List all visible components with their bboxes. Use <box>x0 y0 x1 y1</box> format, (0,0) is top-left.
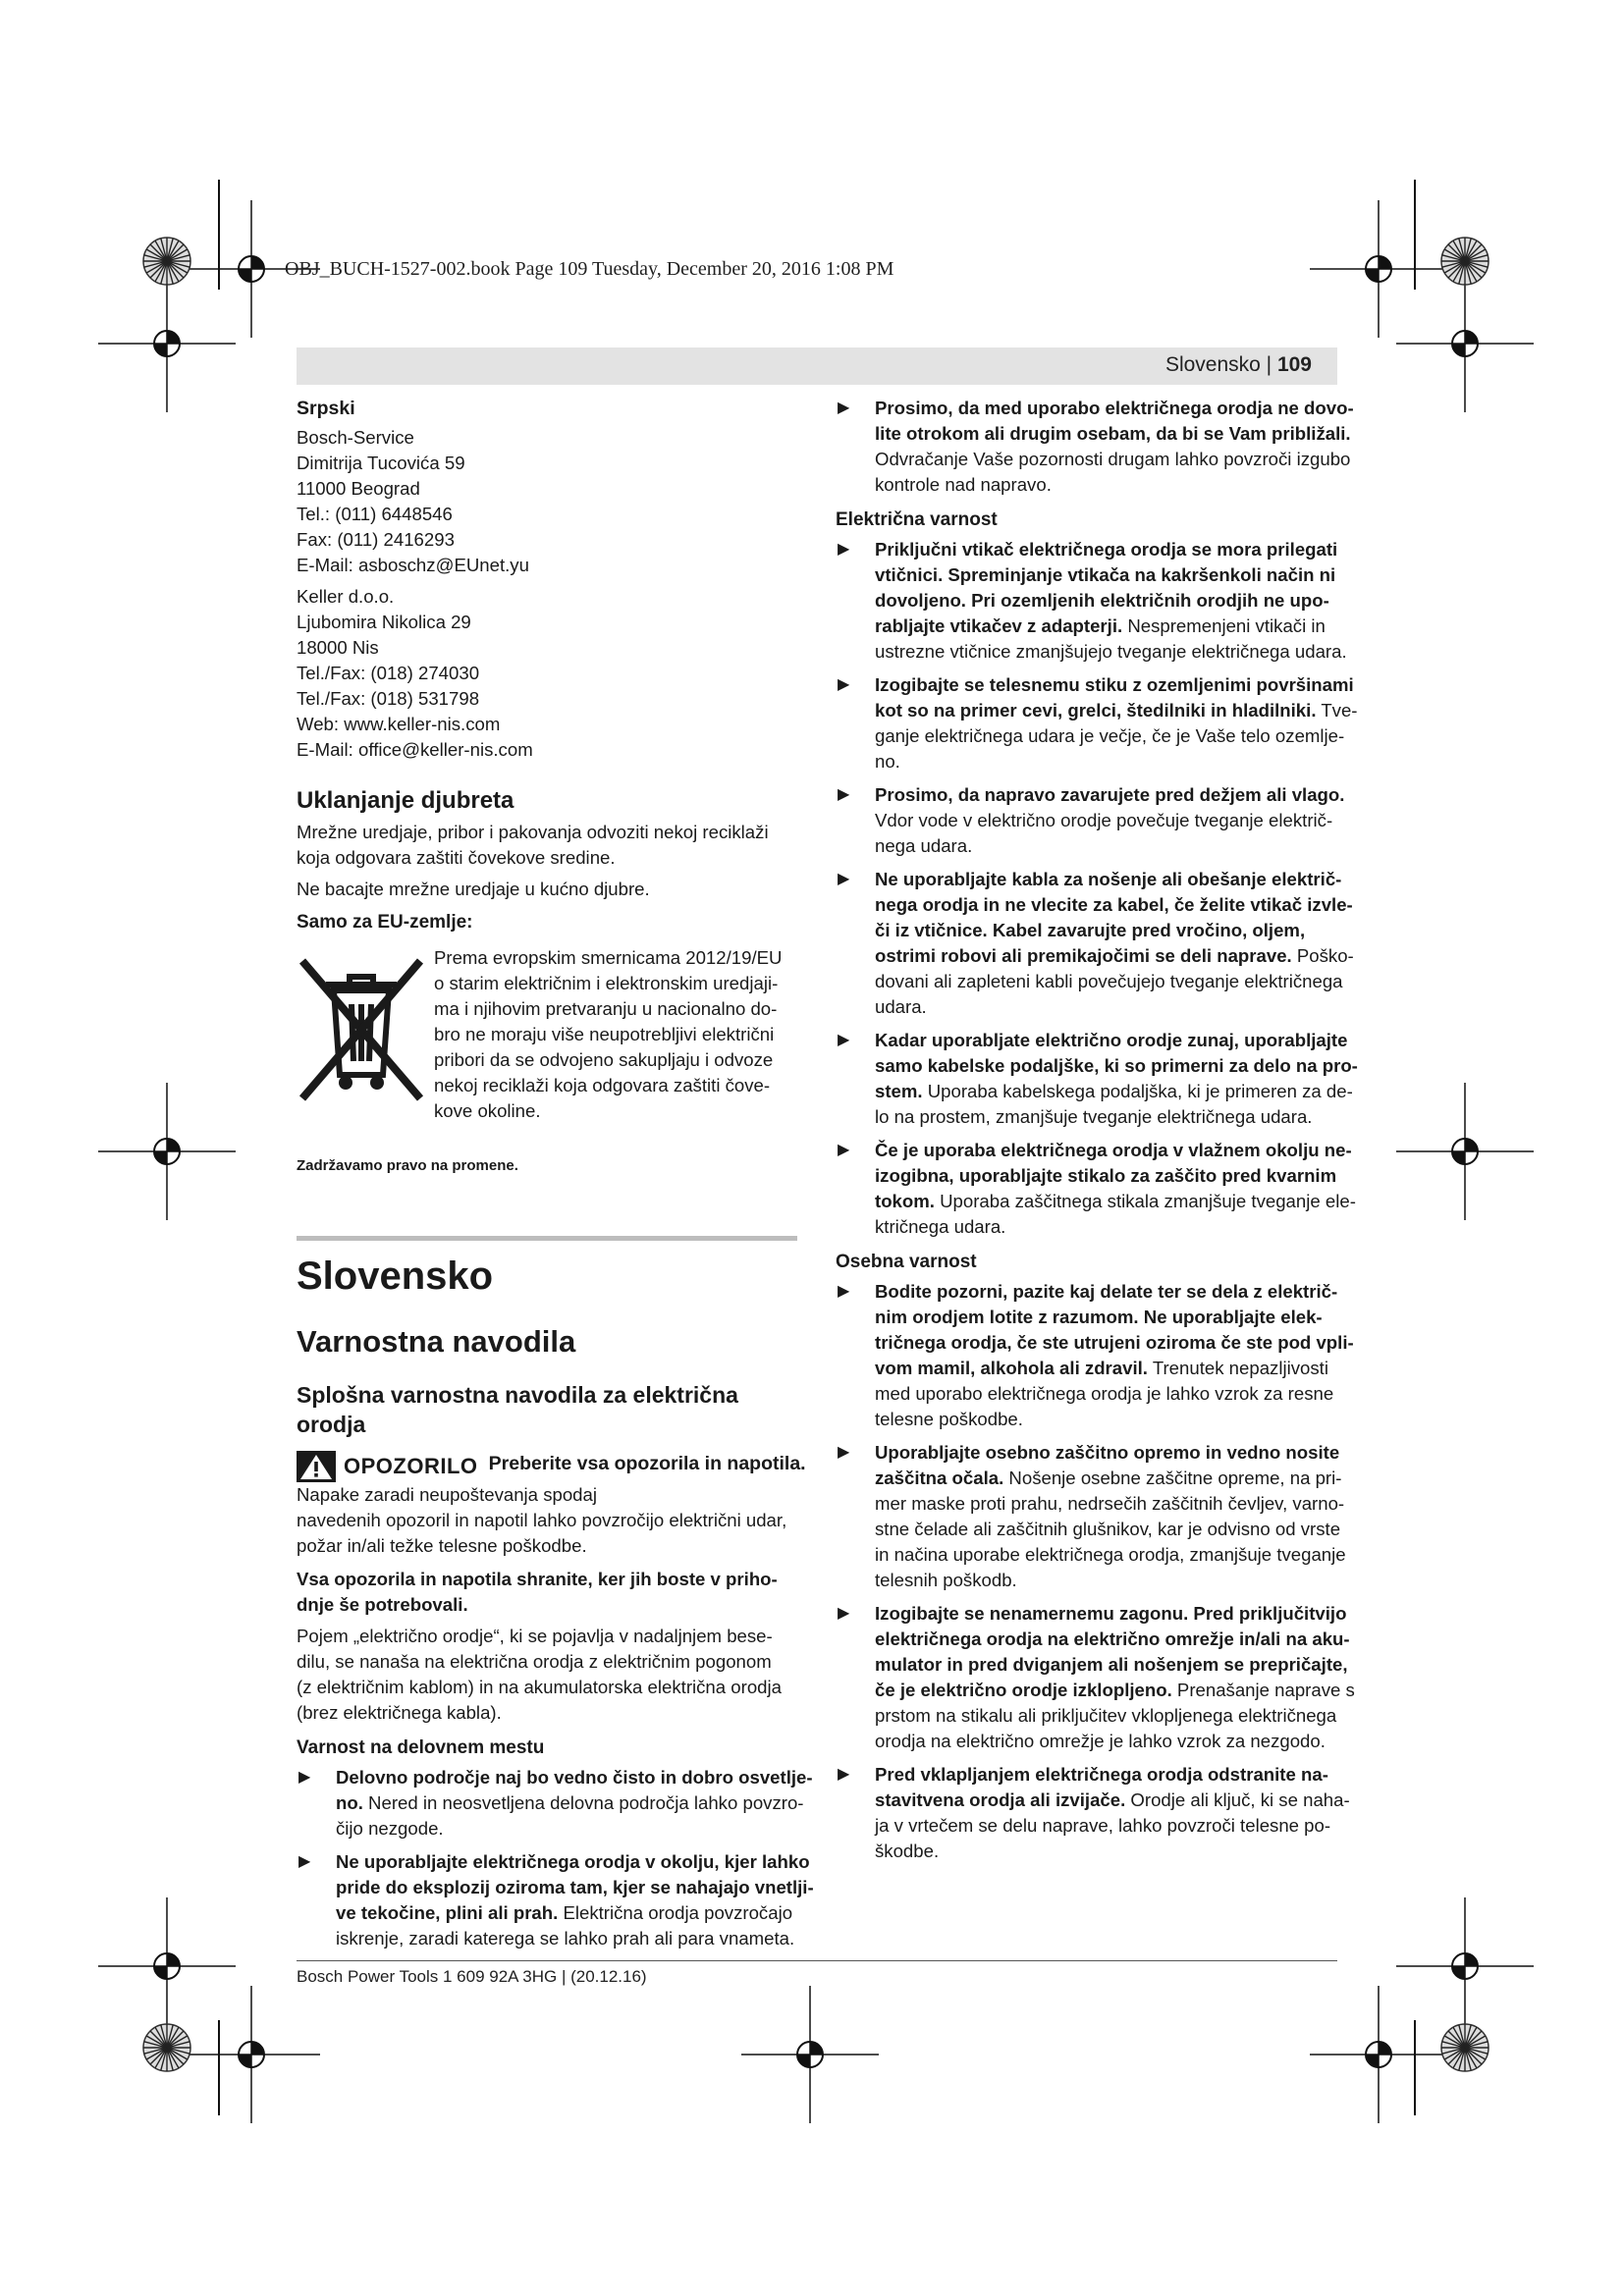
weee-line: pribori da se odvojeno sakupljaju i odvoze <box>434 1049 774 1070</box>
bullet-text: Poško- <box>1291 945 1354 966</box>
bullet-rcd <box>836 1138 1356 1240</box>
bullet-protective-equipment <box>836 1440 1346 1593</box>
printer-info-line: OBJ_BUCH-1527-002.book Page 109 Tuesday, December 20, 2016 1:08 PM <box>285 258 894 280</box>
definition-line: dilu, se nanaša na električna orodja z električnim pogonom <box>297 1651 772 1672</box>
bullet-text: škodbe. <box>875 1841 940 1861</box>
bullet-text: Uporaba kabelskega podaljška, ki je primeren za de- <box>922 1081 1353 1101</box>
crop-line <box>218 2020 220 2115</box>
bullet-text: kontrole nad napravo. <box>875 474 1052 495</box>
bosch-service-line: Bosch-Service <box>297 427 414 448</box>
bullet-text: tokom. <box>875 1191 935 1211</box>
bullet-text: Uporabljajte osebno zaščitno opremo in vedno nosite <box>875 1442 1340 1463</box>
bullet-extension-cord <box>836 1028 1358 1130</box>
crossed-out-bin-icon <box>297 949 426 1106</box>
bullet-text: rabljajte vtikačev z adapterji. <box>875 615 1123 636</box>
warning-word: OPOZORILO <box>344 1454 478 1478</box>
bullet-text: Izogibajte se telesnemu stiku z ozemljenimi površinami <box>875 674 1354 695</box>
bullet-keep-children-away <box>836 396 1354 498</box>
keep-instructions-note <box>297 1567 797 1618</box>
weee-text <box>434 945 797 1124</box>
bullet-text: Tve- <box>1316 700 1358 721</box>
slovensko-heading: Slovensko <box>297 1255 494 1298</box>
workplace-bullet-clean <box>297 1765 813 1842</box>
bullet-text: samo kabelske podaljške, ki so primerni za delo na pro- <box>875 1055 1358 1076</box>
warning-line: Napake zaradi neupoštevanja spodaj <box>297 1484 597 1505</box>
weee-line: kove okoline. <box>434 1100 541 1121</box>
bullet-text: stne čelade ali zaščitnih glušnikov, kar je odvisno od vrste <box>875 1519 1341 1539</box>
weee-line: bro ne moraju više neupotrebljivi električni <box>434 1024 775 1044</box>
bullet-text: in načina uporabe električnega orodja, zmanjšuje tveganje <box>875 1544 1346 1565</box>
bullet-text: Pred vklapljanjem električnega orodja odstranite na- <box>875 1764 1328 1785</box>
bullet-arrow-icon: ▶ <box>838 676 850 693</box>
bosch-service-address <box>297 425 797 578</box>
bullet-text: Uporaba zaščitnega stikala zmanjšuje tveganje ele- <box>934 1191 1356 1211</box>
weee-line: o starim električnim i elektronskim uredjaji- <box>434 973 779 993</box>
bullet-text: nim orodjem lotite z razumom. Ne uporabljajte elek- <box>875 1307 1323 1327</box>
bullet-text: no. <box>336 1792 363 1813</box>
workplace-safety-heading: Varnost na delovnem mestu <box>297 1737 545 1758</box>
bullet-text: mulator in pred dviganjem ali nošenjem se prepričajte, <box>875 1654 1348 1675</box>
keller-line: Web: www.keller-nis.com <box>297 714 501 734</box>
bullet-text: iskrenje, zaradi katerega se lahko prah ali para vnameta. <box>336 1928 795 1949</box>
warning-badge <box>297 1451 478 1482</box>
bullet-text: telesne poškodbe. <box>875 1409 1023 1429</box>
crop-line <box>1414 180 1416 290</box>
bullet-text: ja v vrtečem se delu naprave, lahko povzroči telesne po- <box>875 1815 1331 1836</box>
warning-triangle-icon <box>297 1451 336 1482</box>
right-column <box>836 396 1358 1872</box>
keller-line: E-Mail: office@keller-nis.com <box>297 739 533 760</box>
bullet-arrow-icon: ▶ <box>838 1283 850 1300</box>
bullet-text: lite otrokom ali drugim osebam, da bi se Vam približali. <box>875 423 1351 444</box>
bullet-text: Bodite pozorni, pazite kaj delate ter se dela z električ- <box>875 1281 1338 1302</box>
bullet-text: tričnega orodja, če ste utrujeni oziroma če ste pod vpli- <box>875 1332 1354 1353</box>
warning-line: navedenih opozoril in napotil lahko povzročijo električni udar, <box>297 1510 787 1530</box>
bullet-text: no. <box>875 751 900 772</box>
bullet-text: izogibna, uporabljajte stikalo za zaščito pred kvarnim <box>875 1165 1337 1186</box>
bullet-text: nega udara. <box>875 835 973 856</box>
bullet-text: vtičnici. Spreminjanje vtikača na kakršenkoli način ni <box>875 564 1336 585</box>
weee-line: ma i njihovim pretvaranju u nacionalno do- <box>434 998 778 1019</box>
warning-line: požar in/ali težke telesne poškodbe. <box>297 1535 587 1556</box>
bullet-text: dovani ali zapleteni kabli povečujejo tveganje električnega <box>875 971 1343 991</box>
bullet-text: Prenašanje naprave s <box>1171 1680 1355 1700</box>
bullet-text: pride do eksplozij oziroma tam, kjer se nahajajo vnetlji- <box>336 1877 814 1897</box>
page-footer: Bosch Power Tools 1 609 92A 3HG | (20.12.16) <box>297 1967 647 1986</box>
weee-line: nekoj reciklaži koja odgovara zaštiti čove- <box>434 1075 771 1095</box>
bullet-text: mer maske proti prahu, nedrsečih zaščitnih čevljev, varno- <box>875 1493 1345 1514</box>
page-header <box>1165 353 1312 377</box>
footer-rule <box>297 1960 1337 1961</box>
bullet-text: Trenutek nepazljivosti <box>1147 1358 1328 1378</box>
keller-line: Ljubomira Nikolica 29 <box>297 612 471 632</box>
bullet-text: Električna orodja povzročajo <box>558 1902 793 1923</box>
bullet-text: Odvračanje Vaše pozornosti drugam lahko povzroči izgubo <box>875 449 1351 469</box>
weee-line: Prema evropskim smernicama 2012/19/EU <box>434 947 783 968</box>
bullet-arrow-icon: ▶ <box>298 1853 311 1870</box>
bullet-text: lo na prostem, zmanjšuje tveganje električnega udara. <box>875 1106 1313 1127</box>
bullet-text: nega orodja in ne vlecite za kabel, če želite vtikač izvle- <box>875 894 1353 915</box>
bullet-text: vom mamil, alkohola ali zdravil. <box>875 1358 1148 1378</box>
bullet-text: ganje električnega udara je večje, če je Vaše telo ozemlje- <box>875 725 1345 746</box>
definition-line: (z električnim kablom) in na akumulatorska električna orodja <box>297 1677 782 1697</box>
bullet-adjusting-tools <box>836 1762 1350 1864</box>
bullet-text: Vdor vode v električno orodje povečuje tveganje električ- <box>875 810 1333 830</box>
bullet-arrow-icon: ▶ <box>838 1605 850 1622</box>
bullet-text: Če je uporaba električnega orodja v vlažnem okolju ne- <box>875 1140 1352 1160</box>
crop-line <box>218 180 220 290</box>
weee-block <box>297 945 797 1132</box>
bullet-arrow-icon: ▶ <box>838 871 850 887</box>
bullet-arrow-icon: ▶ <box>838 1766 850 1783</box>
bullet-grounded-surfaces <box>836 672 1358 774</box>
registration-crosshair-icon <box>1310 1986 1447 2123</box>
bullet-stay-alert <box>836 1279 1354 1432</box>
bullet-text: ktričnega udara. <box>875 1216 1006 1237</box>
page-header-bar <box>297 347 1337 385</box>
bullet-arrow-icon: ▶ <box>838 1444 850 1461</box>
warning-first-line: Preberite vsa opozorila in napotila. <box>488 1453 806 1474</box>
reservation-note: Zadržavamo pravo na promene. <box>297 1157 518 1174</box>
header-language: Slovensko <box>1164 353 1261 376</box>
definition-line: (brez električnega kabla). <box>297 1702 502 1723</box>
bullet-text: Nošenje osebne zaščitne opreme, na pri- <box>1003 1468 1342 1488</box>
bullet-text: Prosimo, da med uporabo električnega orodja ne dovo- <box>875 398 1354 418</box>
keep-instructions-line: Vsa opozorila in napotila shranite, ker jih boste v priho- <box>297 1569 778 1589</box>
keller-address <box>297 584 797 763</box>
bullet-text: udara. <box>875 996 927 1017</box>
bullet-text: ve tekočine, plini ali prah. <box>336 1902 559 1923</box>
registration-crosshair-icon <box>183 1986 320 2123</box>
definition-line: Pojem „električno orodje“, ki se pojavlja v nadaljnjem bese- <box>297 1626 773 1646</box>
keep-instructions-line: dnje še potrebovali. <box>297 1594 468 1615</box>
registration-crosshair-icon <box>1396 275 1534 412</box>
bullet-arrow-icon: ▶ <box>298 1769 311 1786</box>
disposal-heading: Uklanjanje djubreta <box>297 787 514 814</box>
registration-rosette-icon <box>141 2022 192 2073</box>
bosch-service-line: Dimitrija Tucovića 59 <box>297 453 465 473</box>
bullet-cable <box>836 867 1354 1020</box>
bullet-text: Nespremenjeni vtikači in <box>1122 615 1326 636</box>
power-tool-definition <box>297 1624 797 1726</box>
bullet-text: čijo nezgode. <box>336 1818 444 1839</box>
bullet-text: ustrezne vtičnice zmanjšujejo tveganje električnega udara. <box>875 641 1347 662</box>
bullet-arrow-icon: ▶ <box>838 1032 850 1048</box>
bullet-text: ostrimi robovi ali premikajočimi se deli naprave. <box>875 945 1292 966</box>
disposal-paragraph <box>297 820 797 871</box>
bullet-arrow-icon: ▶ <box>838 1142 850 1158</box>
bullet-text: Ne uporabljajte kabla za nošenje ali obešanje električ- <box>875 869 1342 889</box>
srpski-heading: Srpski <box>297 398 355 419</box>
registration-rosette-icon <box>141 236 192 287</box>
bullet-text: Priključni vtikač električnega orodja se mora prilegati <box>875 539 1338 560</box>
bosch-service-line: Fax: (011) 2416293 <box>297 529 455 550</box>
eu-only-heading: Samo za EU-zemlje: <box>297 912 473 933</box>
registration-crosshair-icon <box>741 1986 879 2123</box>
left-column <box>297 396 814 1959</box>
keller-line: 18000 Nis <box>297 637 379 658</box>
warning-block <box>297 1451 806 1559</box>
bullet-arrow-icon: ▶ <box>838 541 850 558</box>
disposal-line: koja odgovara zaštiti čovekove sredine. <box>297 847 616 868</box>
registration-crosshair-icon <box>98 275 236 412</box>
bullet-text: či iz vtičnice. Kabel zavarujte pred vročino, oljem, <box>875 920 1306 940</box>
bullet-text: Izogibajte se nenamernemu zagonu. Pred priključitvijo <box>875 1603 1347 1624</box>
disposal-note: Ne bacajte mrežne uredjaje u kućno djubre. <box>297 879 650 899</box>
bullet-text: če je električno orodje izklopljeno. <box>875 1680 1172 1700</box>
keller-line: Keller d.o.o. <box>297 586 395 607</box>
header-separator: | <box>1260 353 1277 376</box>
registration-rosette-icon <box>1439 2022 1490 2073</box>
bullet-text: dovoljeno. Pri ozemljenih električnih orodjih ne upo- <box>875 590 1329 611</box>
bosch-service-line: 11000 Beograd <box>297 478 420 499</box>
registration-rosette-icon <box>1439 236 1490 287</box>
section-divider <box>297 1236 797 1241</box>
bullet-arrow-icon: ▶ <box>838 400 850 416</box>
bullet-text: Kadar uporabljate električno orodje zunaj, uporabljajte <box>875 1030 1348 1050</box>
bullet-plug <box>836 537 1347 665</box>
keller-line: Tel./Fax: (018) 531798 <box>297 688 480 709</box>
registration-crosshair-icon <box>1396 1083 1534 1220</box>
bosch-service-line: E-Mail: asboschz@EUnet.yu <box>297 555 529 575</box>
bullet-text: prstom na stikalu ali priključitev vklopljenega električnega <box>875 1705 1337 1726</box>
bullet-text: stem. <box>875 1081 923 1101</box>
bullet-text: Prosimo, da napravo zavarujete pred dežjem ali vlago. <box>875 784 1345 805</box>
safety-instructions-heading: Varnostna navodila <box>297 1324 576 1359</box>
bullet-text: električnega orodja na električno omrežje in/ali na aku- <box>875 1629 1350 1649</box>
bullet-text: orodja na električno omrežje je lahko vzrok za nezgodo. <box>875 1731 1326 1751</box>
page-number: 109 <box>1276 353 1312 376</box>
personal-safety-heading: Osebna varnost <box>836 1252 977 1272</box>
crop-line <box>1414 2020 1416 2115</box>
bullet-text: Orodje ali ključ, ki se naha- <box>1125 1789 1350 1810</box>
bullet-text: Delovno področje naj bo vedno čisto in dobro osvetlje- <box>336 1767 813 1788</box>
bullet-text: zaščitna očala. <box>875 1468 1004 1488</box>
bullet-arrow-icon: ▶ <box>838 786 850 803</box>
bullet-text: kot so na primer cevi, grelci, štedilniki in hladilniki. <box>875 700 1317 721</box>
bullet-rain <box>836 782 1345 859</box>
bullet-text: stavitvena orodja ali izvijače. <box>875 1789 1126 1810</box>
warning-text <box>297 1482 797 1559</box>
keller-line: Tel./Fax: (018) 274030 <box>297 663 480 683</box>
registration-crosshair-icon <box>98 1083 236 1220</box>
workplace-bullet-explosive <box>297 1849 814 1951</box>
bullet-unintended-start <box>836 1601 1355 1754</box>
disposal-line: Mrežne uredjaje, pribor i pakovanja odvoziti nekoj reciklaži <box>297 822 769 842</box>
general-safety-heading: Splošna varnostna navodila za električna orodja <box>297 1382 738 1437</box>
electrical-safety-heading: Električna varnost <box>836 509 998 530</box>
bosch-service-line: Tel.: (011) 6448546 <box>297 504 453 524</box>
bullet-text: Nered in neosvetljena delovna področja lahko povzro- <box>362 1792 804 1813</box>
bullet-text: Ne uporabljajte električnega orodja v okolju, kjer lahko <box>336 1851 810 1872</box>
bullet-text: telesnih poškodb. <box>875 1570 1017 1590</box>
bullet-text: med uporabo električnega orodja je lahko vzrok za resne <box>875 1383 1334 1404</box>
